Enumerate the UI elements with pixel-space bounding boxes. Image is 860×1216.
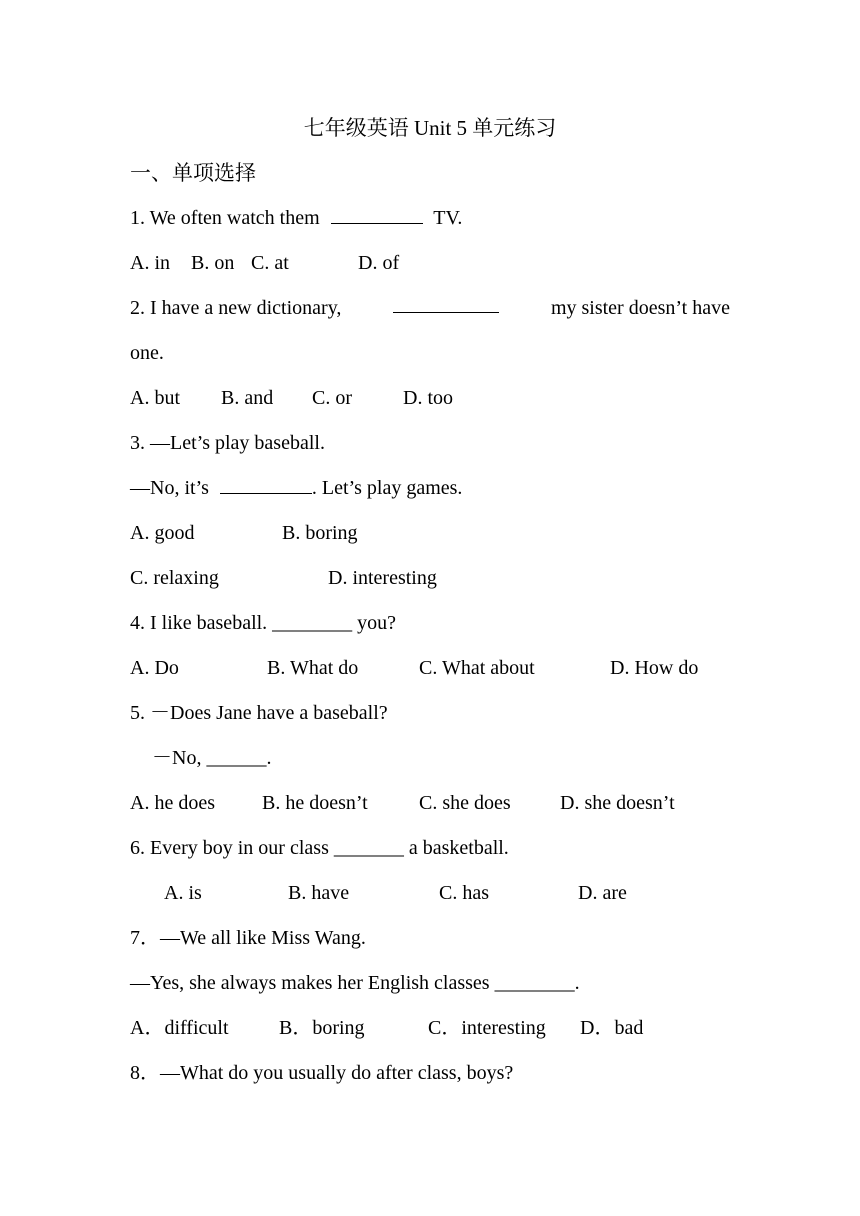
question-1-text-a: 1. We often watch them	[130, 207, 320, 229]
question-2-text-a: 2. I have a new dictionary,	[130, 297, 342, 319]
option-a: A. Do	[130, 657, 179, 679]
option-c: C. has	[439, 882, 489, 904]
question-3-text-b1: —No, it’s	[130, 477, 209, 499]
question-8-text: 8．—What do you usually do after class, boys?	[130, 1062, 514, 1084]
question-2-text-c: one.	[130, 342, 164, 364]
question-7-options	[130, 1010, 740, 1055]
question-5-options	[130, 785, 740, 830]
option-a: A. in	[130, 252, 170, 274]
question-6-options	[130, 875, 740, 920]
question-list	[130, 200, 740, 1100]
option-d: D. are	[578, 882, 627, 904]
option-d: D. How do	[610, 657, 699, 679]
question-4-options	[130, 650, 740, 695]
option-d: D. she doesn’t	[560, 792, 675, 814]
answer-blank	[220, 471, 312, 494]
option-c: C. or	[312, 387, 352, 409]
page-title: 七年级英语 Unit 5 单元练习	[303, 116, 557, 140]
option-b: B. and	[221, 387, 274, 409]
question-7-reply	[130, 965, 740, 1010]
option-d: D. interesting	[328, 567, 437, 589]
option-a: A. but	[130, 387, 180, 409]
question-2-options	[130, 380, 740, 425]
question-1-options	[130, 245, 740, 290]
question-4-text: 4. I like baseball. ________ you?	[130, 612, 397, 634]
question-4-stem	[130, 605, 740, 650]
question-6-text: 6. Every boy in our class _______ a basketball.	[130, 837, 509, 859]
option-b: B. have	[288, 882, 350, 904]
option-b: B．boring	[279, 1017, 365, 1039]
question-1-text-b: TV.	[433, 207, 463, 229]
question-5-reply	[130, 740, 740, 785]
question-1-stem	[130, 200, 740, 245]
question-5-text-b: －No, ______.	[152, 747, 272, 769]
question-3-reply	[130, 470, 740, 515]
question-2-text-b: my sister doesn’t have	[550, 297, 730, 319]
question-6-stem	[130, 830, 740, 875]
option-c: C. at	[251, 252, 289, 274]
question-5-text-a: 5. －Does Jane have a baseball?	[130, 702, 388, 724]
question-7-text-b: —Yes, she always makes her English classes ________.	[130, 972, 580, 994]
question-3-options-row-1	[130, 515, 740, 560]
question-5-stem	[130, 695, 740, 740]
option-b: B. boring	[282, 522, 358, 544]
option-d: D．bad	[580, 1017, 644, 1039]
question-3-options-row-2	[130, 560, 740, 605]
option-a: A. he does	[130, 792, 215, 814]
question-3-stem	[130, 425, 740, 470]
option-d: D. too	[403, 387, 453, 409]
option-a: A. good	[130, 522, 195, 544]
question-2-stem-cont	[130, 335, 740, 380]
section-heading: 一、单项选择	[130, 161, 256, 185]
option-d: D. of	[358, 252, 400, 274]
question-8-stem	[130, 1055, 740, 1100]
option-b: B. What do	[267, 657, 359, 679]
question-2-stem	[130, 290, 730, 335]
question-3-text-a: 3. —Let’s play baseball.	[130, 432, 325, 454]
answer-blank	[331, 201, 423, 224]
option-c: C. What about	[419, 657, 535, 679]
option-c: C. relaxing	[130, 567, 219, 589]
question-7-stem	[130, 920, 740, 965]
option-c: C. she does	[419, 792, 511, 814]
option-b: B. he doesn’t	[262, 792, 368, 814]
question-3-text-b2: . Let’s play games.	[311, 477, 463, 499]
question-7-text-a: 7．—We all like Miss Wang.	[130, 927, 366, 949]
option-c: C．interesting	[428, 1017, 546, 1039]
option-a: A. is	[164, 882, 202, 904]
option-b: B. on	[191, 252, 235, 274]
option-a: A．difficult	[130, 1017, 229, 1039]
answer-blank	[393, 290, 499, 313]
